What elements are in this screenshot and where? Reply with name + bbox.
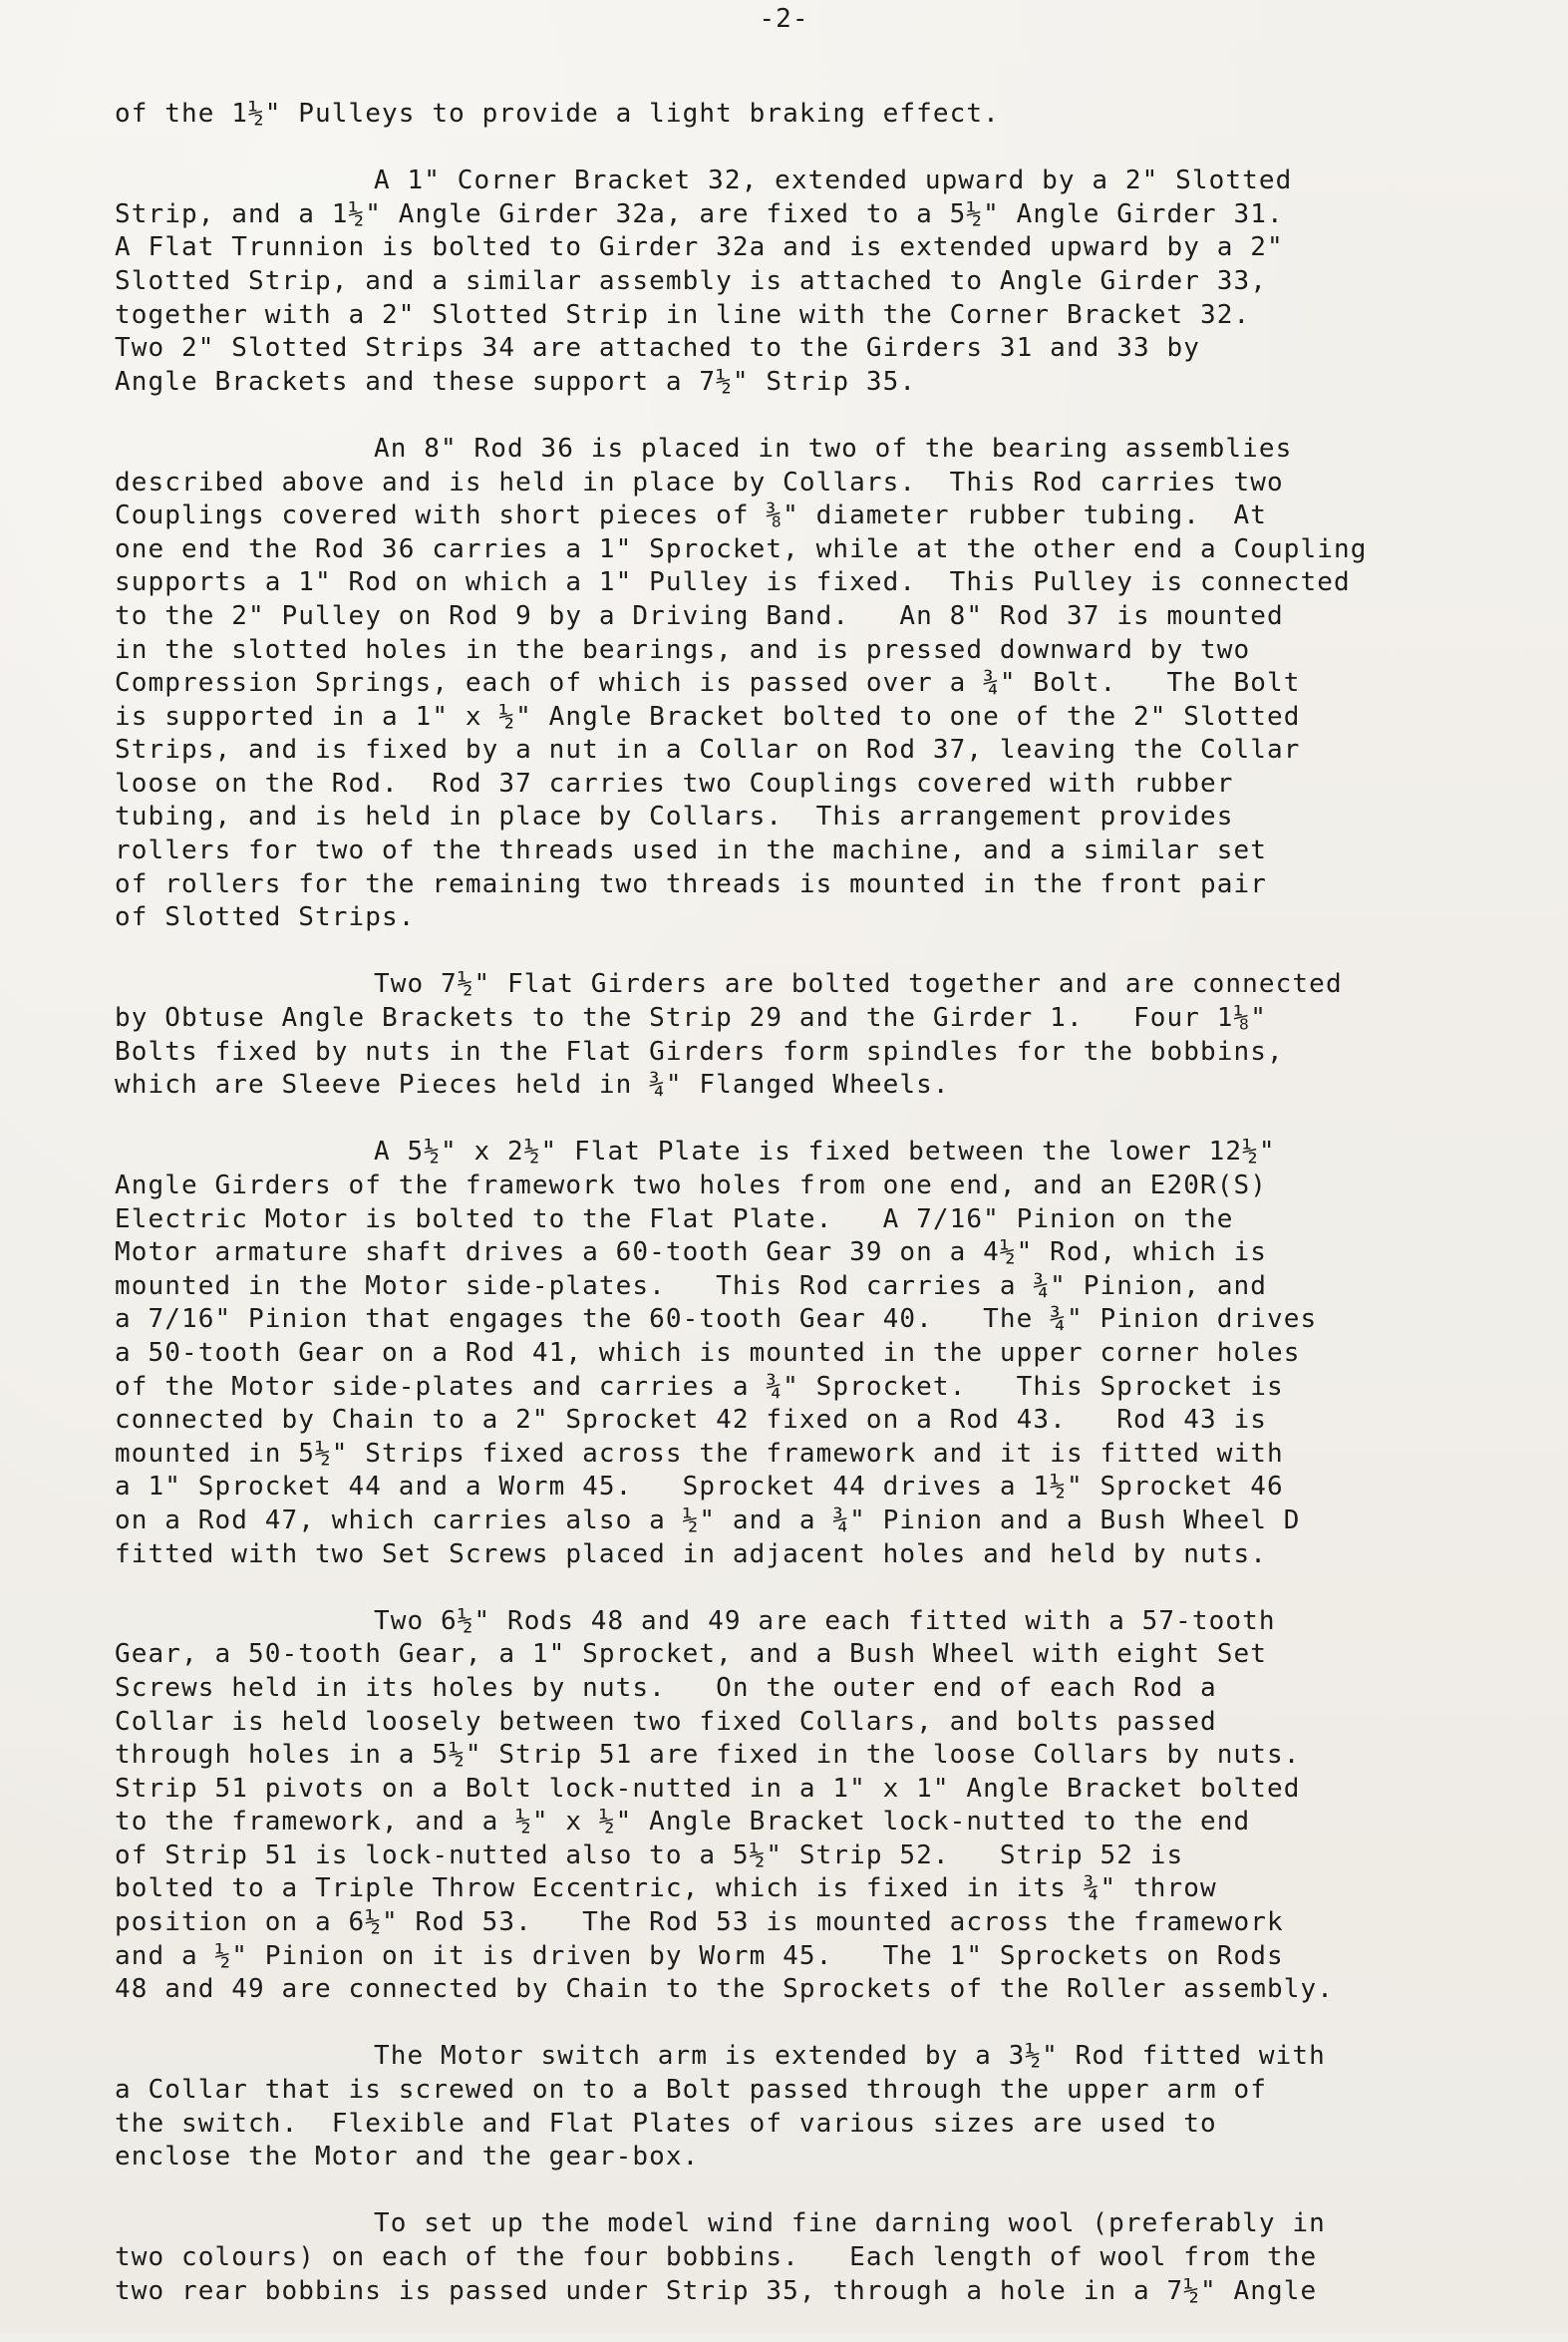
- text-line: tubing, and is held in place by Collars. This arrangement provides: [115, 802, 1234, 833]
- text-line: to the 2" Pulley on Rod 9 by a Driving Band. An 8" Rod 37 is mounted: [115, 600, 1284, 631]
- paragraph: [115, 968, 1401, 1102]
- text-line: fitted with two Set Screws placed in adjacent holes and held by nuts.: [115, 1538, 1267, 1569]
- text-line: described above and is held in place by Collars. This Rod carries two: [115, 467, 1284, 498]
- text-line: A 5½" x 2½" Flat Plate is fixed between the lower 12½": [374, 1137, 1276, 1168]
- text-line: and a ½" Pinion on it is driven by Worm 45. The 1" Sprockets on Rods: [115, 1940, 1284, 1971]
- text-line: Two 7½" Flat Girders are bolted together and are connected: [374, 969, 1343, 1000]
- text-line: by Obtuse Angle Brackets to the Strip 29 and the Girder 1. Four 1⅛": [115, 1003, 1267, 1034]
- text-line: Strips, and is fixed by a nut in a Collar on Rod 37, leaving the Collar: [115, 735, 1301, 766]
- text-line: Collar is held loosely between two fixed Collars, and bolts passed: [115, 1706, 1217, 1737]
- text-line: mounted in the Motor side-plates. This Rod carries a ¾" Pinion, and: [115, 1270, 1267, 1301]
- text-line: is supported in a 1" x ½" Angle Bracket bolted to one of the 2" Slotted: [115, 701, 1301, 732]
- text-line: bolted to a Triple Throw Eccentric, which is fixed in its ¾" throw: [115, 1873, 1217, 1904]
- text-line: a 50-tooth Gear on a Rod 41, which is mounted in the upper corner holes: [115, 1337, 1301, 1368]
- text-line: Electric Motor is bolted to the Flat Plate. A 7/16" Pinion on the: [115, 1203, 1234, 1234]
- text-line: A 1" Corner Bracket 32, extended upward by a 2" Slotted: [374, 166, 1293, 196]
- text-line: Bolts fixed by nuts in the Flat Girders form spindles for the bobbins,: [115, 1036, 1284, 1067]
- text-line: position on a 6½" Rod 53. The Rod 53 is mounted across the framework: [115, 1907, 1284, 1938]
- text-line: a 1" Sprocket 44 and a Worm 45. Sprocket 44 drives a 1½" Sprocket 46: [115, 1472, 1284, 1503]
- text-line: connected by Chain to a 2" Sprocket 42 fixed on a Rod 43. Rod 43 is: [115, 1405, 1267, 1436]
- text-line: two rear bobbins is passed under Strip 35, through a hole in a 7½" Angle: [115, 2275, 1318, 2306]
- text-line: two colours) on each of the four bobbins. Each length of wool from the: [115, 2242, 1318, 2272]
- paragraph: [115, 98, 1401, 132]
- text-line: together with a 2" Slotted Strip in line with the Corner Bracket 32.: [115, 299, 1251, 330]
- paragraph: [115, 433, 1401, 935]
- text-line: 48 and 49 are connected by Chain to the Sprockets of the Roller assembly.: [115, 1974, 1334, 2005]
- text-line: Two 6½" Rods 48 and 49 are each fitted with a 57-tooth: [374, 1605, 1276, 1636]
- text-line: the switch. Flexible and Flat Plates of various sizes are used to: [115, 2108, 1217, 2139]
- text-line: Compression Springs, each of which is passed over a ¾" Bolt. The Bolt: [115, 668, 1301, 699]
- text-line: Strip, and a 1½" Angle Girder 32a, are fixed to a 5½" Angle Girder 31.: [115, 198, 1284, 229]
- text-line: enclose the Motor and the gear-box.: [115, 2142, 700, 2173]
- paragraph: [115, 1605, 1401, 2007]
- text-line: of Strip 51 is lock-nutted also to a 5½" Strip 52. Strip 52 is: [115, 1840, 1184, 1870]
- paragraph: [115, 165, 1401, 399]
- text-line: rollers for two of the threads used in the machine, and a similar set: [115, 836, 1267, 866]
- text-line: To set up the model wind fine darning wool (preferably in: [374, 2208, 1326, 2239]
- text-line: a 7/16" Pinion that engages the 60-tooth Gear 40. The ¾" Pinion drives: [115, 1304, 1318, 1335]
- text-line: of Slotted Strips.: [115, 902, 416, 933]
- text-line: of rollers for the remaining two threads is mounted in the front pair: [115, 868, 1267, 899]
- text-line: mounted in 5½" Strips fixed across the framework and it is fitted with: [115, 1438, 1284, 1469]
- text-line: on a Rod 47, which carries also a ½" and a ¾" Pinion and a Bush Wheel D: [115, 1505, 1301, 1535]
- text-line: Couplings covered with short pieces of ⅜" diameter rubber tubing. At: [115, 501, 1267, 531]
- text-line: one end the Rod 36 carries a 1" Sprocket, while at the other end a Coupling: [115, 533, 1368, 564]
- text-line: Strip 51 pivots on a Bolt lock-nutted in a 1" x 1" Angle Bracket bolted: [115, 1773, 1301, 1804]
- text-line: of the 1½" Pulleys to provide a light braking effect.: [115, 99, 1000, 129]
- text-line: The Motor switch arm is extended by a 3½" Rod fitted with: [374, 2041, 1326, 2072]
- text-line: a Collar that is screwed on to a Bolt passed through the upper arm of: [115, 2075, 1267, 2106]
- text-line: Angle Brackets and these support a 7½" Strip 35.: [115, 366, 917, 397]
- text-line: A Flat Trunnion is bolted to Girder 32a and is extended upward by a 2": [115, 232, 1284, 263]
- text-line: to the framework, and a ½" x ½" Angle Bracket lock-nutted to the end: [115, 1807, 1251, 1838]
- text-line: Gear, a 50-tooth Gear, a 1" Sprocket, and a Bush Wheel with eight Set: [115, 1639, 1267, 1670]
- text-line: An 8" Rod 36 is placed in two of the bearing assemblies: [374, 433, 1293, 464]
- body-text: [115, 98, 1401, 2342]
- paragraph: [115, 2040, 1401, 2174]
- text-line: Motor armature shaft drives a 60-tooth Gear 39 on a 4½" Rod, which is: [115, 1237, 1267, 1268]
- text-line: which are Sleeve Pieces held in ¾" Flanged Wheels.: [115, 1070, 950, 1101]
- text-line: Slotted Strip, and a similar assembly is attached to Angle Girder 33,: [115, 265, 1267, 296]
- text-line: in the slotted holes in the bearings, and is pressed downward by two: [115, 634, 1251, 665]
- text-line: of the Motor side-plates and carries a ¾" Sprocket. This Sprocket is: [115, 1371, 1284, 1402]
- page-number: -2-: [759, 4, 809, 34]
- text-line: Screws held in its holes by nuts. On the outer end of each Rod a: [115, 1672, 1217, 1703]
- text-line: supports a 1" Rod on which a 1" Pulley is fixed. This Pulley is connected: [115, 567, 1351, 598]
- text-line: Two 2" Slotted Strips 34 are attached to the Girders 31 and 33 by: [115, 333, 1200, 364]
- text-line: Angle Girders of the framework two holes from one end, and an E20R(S): [115, 1171, 1267, 1200]
- text-line: loose on the Rod. Rod 37 carries two Couplings covered with rubber: [115, 768, 1234, 799]
- paragraph: [115, 2207, 1401, 2308]
- text-line: through holes in a 5½" Strip 51 are fixed in the loose Collars by nuts.: [115, 1740, 1301, 1771]
- paragraph: [115, 1136, 1401, 1571]
